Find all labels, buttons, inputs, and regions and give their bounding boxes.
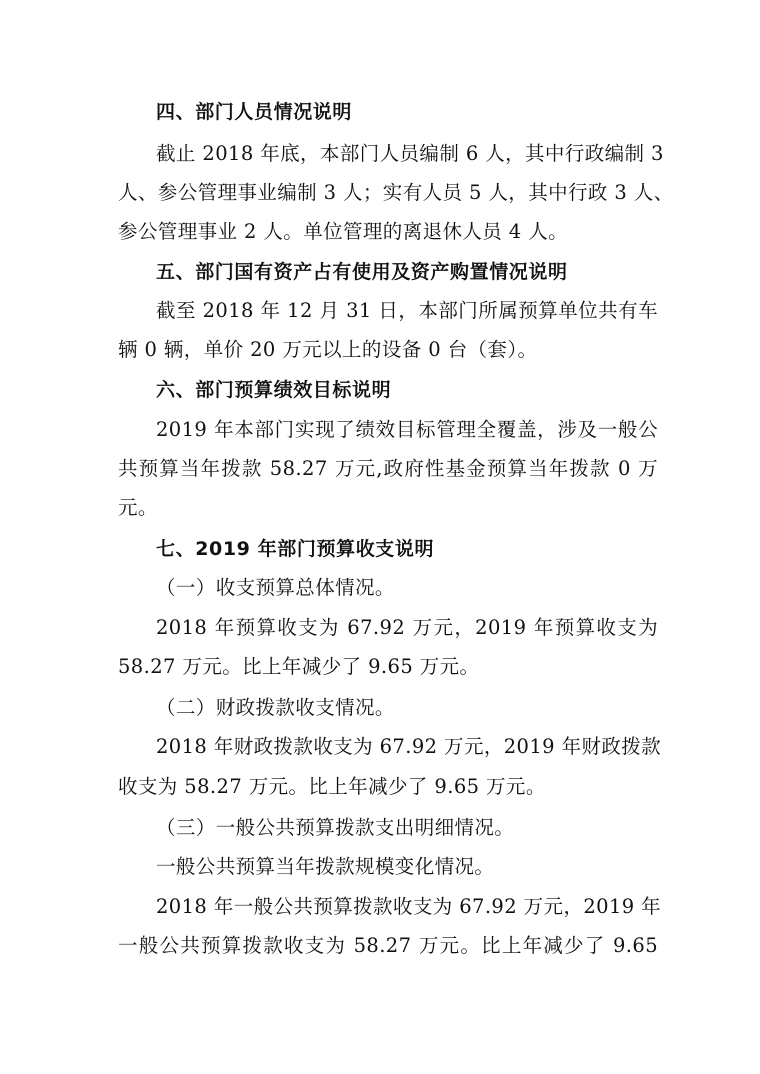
section-7-heading: 七、2019 年部门预算收支说明 — [156, 538, 435, 560]
section-6-line-3: 元。 — [118, 496, 158, 519]
section-7-sub-3-line-2: 2018 年一般公共预算拨款收支为 67.92 万元，2019 年 — [156, 895, 662, 918]
section-7-sub-3-line-3: 一般公共预算拨款收支为 58.27 万元。比上年减少了 9.65 — [118, 934, 658, 957]
section-7-sub-1-title: （一）收支预算总体情况。 — [156, 576, 395, 599]
section-4-line-3: 参公管理事业 2 人。单位管理的离退休人员 4 人。 — [118, 220, 569, 243]
section-7-sub-1-line-1: 2018 年预算收支为 67.92 万元，2019 年预算收支为 — [156, 616, 658, 639]
section-4-heading: 四、部门人员情况说明 — [156, 101, 353, 123]
section-6-line-2: 共预算当年拨款 58.27 万元,政府性基金预算当年拨款 0 万 — [118, 457, 658, 480]
section-5-line-2: 辆 0 辆，单价 20 万元以上的设备 0 台（套）。 — [118, 338, 538, 361]
section-7-sub-2-line-2: 收支为 58.27 万元。比上年减少了 9.65 万元。 — [118, 775, 546, 798]
section-7-sub-1-line-2: 58.27 万元。比上年减少了 9.65 万元。 — [118, 655, 480, 678]
section-7-sub-2-title: （二）财政拨款收支情况。 — [156, 696, 395, 719]
section-6-line-1: 2019 年本部门实现了绩效目标管理全覆盖，涉及一般公 — [156, 418, 658, 441]
section-5-line-1: 截至 2018 年 12 月 31 日，本部门所属预算单位共有车 — [156, 299, 658, 322]
section-6-heading: 六、部门预算绩效目标说明 — [156, 379, 392, 401]
section-5-heading: 五、部门国有资产占有使用及资产购置情况说明 — [156, 261, 568, 283]
section-7-sub-3-line-1: 一般公共预算当年拨款规模变化情况。 — [156, 855, 495, 878]
section-4-line-2: 人、参公管理事业编制 3 人；实有人员 5 人，其中行政 3 人、 — [118, 181, 674, 204]
section-7-sub-2-line-1: 2018 年财政拨款收支为 67.92 万元，2019 年财政拨款 — [156, 735, 662, 758]
section-7-sub-3-title: （三）一般公共预算拨款支出明细情况。 — [156, 816, 515, 839]
section-4-line-1: 截止 2018 年底，本部门人员编制 6 人，其中行政编制 3 — [156, 142, 664, 165]
